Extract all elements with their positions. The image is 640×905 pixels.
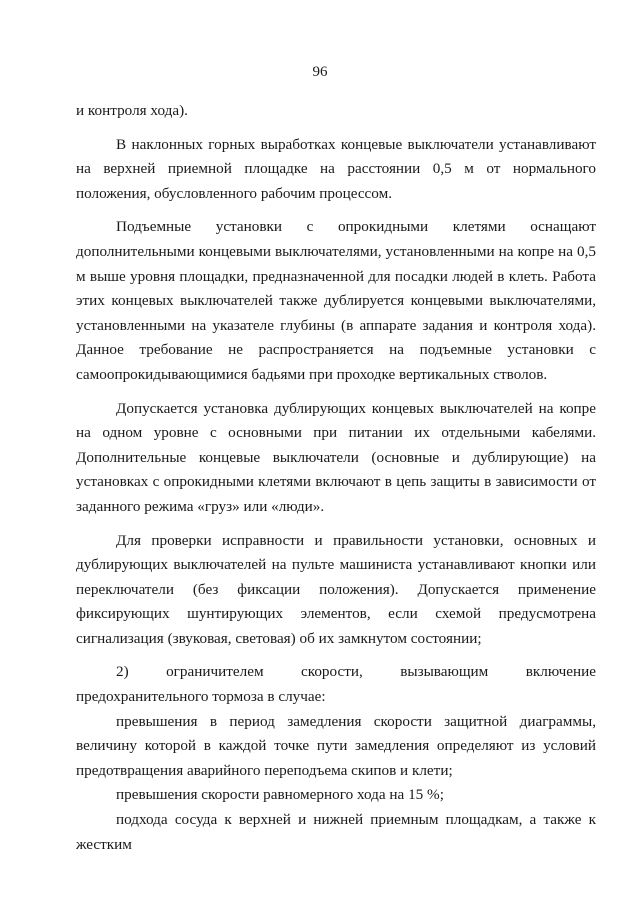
paragraph-duplicate-switches: Допускается установка дублирующих концевых выключателей на копре на одном уровне с основными при питании их отдельными кабелями. Дополнительные концевые выключатели (основные и дублирующие) на установках с опрокидными клетями включают в цепь защиты в зависимости от заданного режима «груз» или «люди». — [76, 399, 596, 515]
paragraph-deceleration-excess: превышения в период замедления скорости защитной диаграммы, величину которой в каждой точке пути замедления определяют из условий предотвращения аварийного переподъема скипов и клети; — [76, 712, 596, 779]
paragraph-inclined-workings: В наклонных горных выработках концевые выключатели устанавливают на верхней приемной площадке на расстоянии 0,5 м от нормального положения, обусловленного рабочим процессом. — [76, 135, 596, 202]
page-number: 96 — [312, 64, 328, 80]
paragraph-speed-limiter: 2) ограничителем скорости, вызывающим включение предохранительного тормоза в случае: — [76, 663, 596, 706]
paragraph-continuation: и контроля хода). — [76, 102, 188, 119]
document-body — [76, 99, 596, 857]
paragraph-vessel-approach: подхода сосуда к верхней и нижней приемным площадкам, а также к жестким — [76, 811, 596, 853]
paragraph-test-buttons: Для проверки исправности и правильности установки, основных и дублирующих выключателей на пульте машиниста устанавливают кнопки или переключатели (без фиксации положения). Допускается применение фиксирующих шунтирующих элементов, если схемой предусмотрена сигнализация (звуковая, световая) об их замкнутом состоянии; — [76, 531, 596, 647]
paragraph-uniform-speed: превышения скорости равномерного хода на 15 %; — [116, 786, 444, 804]
paragraph-tipping-cages: Подъемные установки с опрокидными клетями оснащают дополнительными концевыми выключателями, установленными на копре на 0,5 м выше уровня площадки, предназначенной для посадки людей в клеть. Работа этих концевых выключателей также дублируется концевыми выключателями, установленными на указателе глубины (в аппарате задания и контроля хода). Данное требование не распространяется на подъемные установки с самоопрокидывающимися бадьями при проходке вертикальных стволов. — [76, 218, 596, 383]
